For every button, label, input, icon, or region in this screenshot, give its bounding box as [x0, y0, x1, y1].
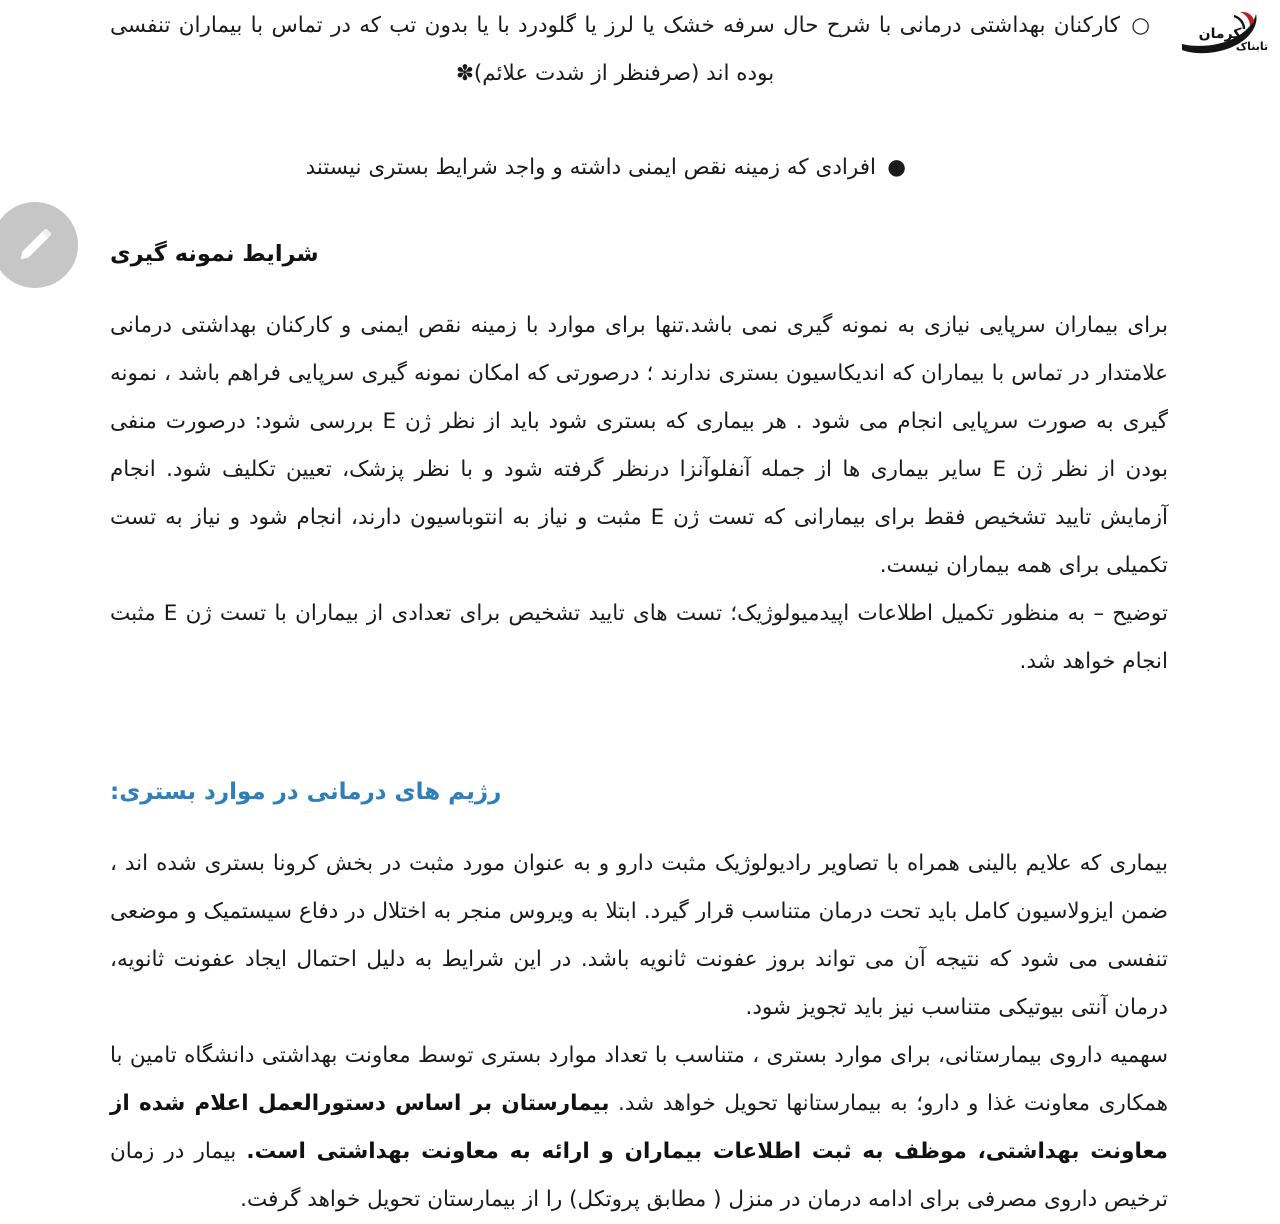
spacer [110, 192, 1168, 232]
hollow-circle-bullet: ○ [1131, 13, 1150, 38]
svg-text:تابناک: تابناک [1235, 40, 1269, 53]
section-heading-sampling: شرایط نمونه گیری [110, 241, 319, 267]
treatment-paragraph-1: بیماری که علایم بالینی همراه با تصاویر رادیولوژیک مثبت دارو و به عنوان مورد مثبت در بخش کرونا بستری شده اند ، ضمن ایزولاسیون کامل باید تحت درمان متناسب قرار گیرد. ابتلا به ویروس منجر به اختلال در دفاع سیستمیک و موضعی تنفسی می شود که نتیجه آن می تواند بروز عفونت ثانویه باشد. در این شرایط به دلیل احتمال ایجاد عفونت ثانویه، درمان آنتی بیوتیکی متناسب نیز باید تجویز شود. [110, 851, 1168, 1020]
section-heading-treatment: رژیم های درمانی در موارد بستری: [110, 779, 502, 805]
spacer [110, 276, 1168, 302]
svg-text:کرمان: کرمان [1198, 26, 1242, 42]
filled-circle-bullet: ● [887, 155, 906, 180]
list-item [110, 144, 1168, 192]
list-item-text: کارکنان بهداشتی درمانی با شرح حال سرفه خشک یا لرز یا گلودرد با یا بدون تب که در تماس با بیماران تنفسی بوده اند (صرفنظر از شدت علائم)✽ [110, 13, 1120, 86]
sampling-paragraph-1: برای بیماران سرپایی نیازی به نمونه گیری نمی باشد.تنها برای موارد با زمینه نقص ایمنی و کارکنان بهداشتی درمانی علامتدار در تماس با بیماران که اندیکاسیون بستری ندارند ؛ درصورتی که امکان نمونه گیری سرپایی فراهم باشد ، نمونه گیری به صورت سرپایی انجام می شود . هر بیماری که بستری شود باید از نظر ژن E بررسی شود: درصورت منفی بودن از نظر ژن E سایر بیماری ها از جمله آنفلوآنزا درنظر گرفته شود و با نظر پزشک، تعیین تکلیف شود. انجام آزمایش تایید تشخیص فقط برای بیمارانی که تست ژن E مثبت و نیاز به انتوباسیون دارند، انجام شود و نیاز به تست تکمیلی برای همه بیماران نیست. [110, 313, 1168, 578]
sampling-paragraph-2: توضیح – به منظور تکمیل اطلاعات اپیدمیولوژیک؛ تست های تایید تشخیص برای تعدادی از بیماران با تست ژن E مثبت انجام خواهد شد. [110, 601, 1168, 674]
spacer [110, 686, 1168, 770]
treatment-paragraph-2-lead: سهمیه داروی بیمارستانی، برای موارد بستری ، متناسب با تعداد موارد بستری توسط معاونت بهداشتی دانشگاه تامین با همکاری معاونت غذا و دارو؛ به بیمارستانها تحویل خواهد شد. [110, 1043, 1168, 1116]
treatment-paragraph-2-emphasis: بیمارستان بر اساس دستورالعمل اعلام شده از معاونت بهداشتی، موظف به ثبت اطلاعات بیماران و ارائه به معاونت بهداشتی است. [110, 1091, 1168, 1164]
treatment-paragraph-2-tail: بیمار در زمان ترخیص داروی مصرفی برای ادامه درمان در منزل ( مطابق پروتکل) را از بیمارستان تحویل خواهد گرفت. [110, 1139, 1168, 1212]
list-item [110, 2, 1168, 98]
treatment-paragraph-2 [110, 1032, 1168, 1224]
spacer [110, 814, 1168, 840]
list-item-text: افرادی که زمینه نقص ایمنی داشته و واجد شرایط بستری نیستند [305, 155, 876, 180]
